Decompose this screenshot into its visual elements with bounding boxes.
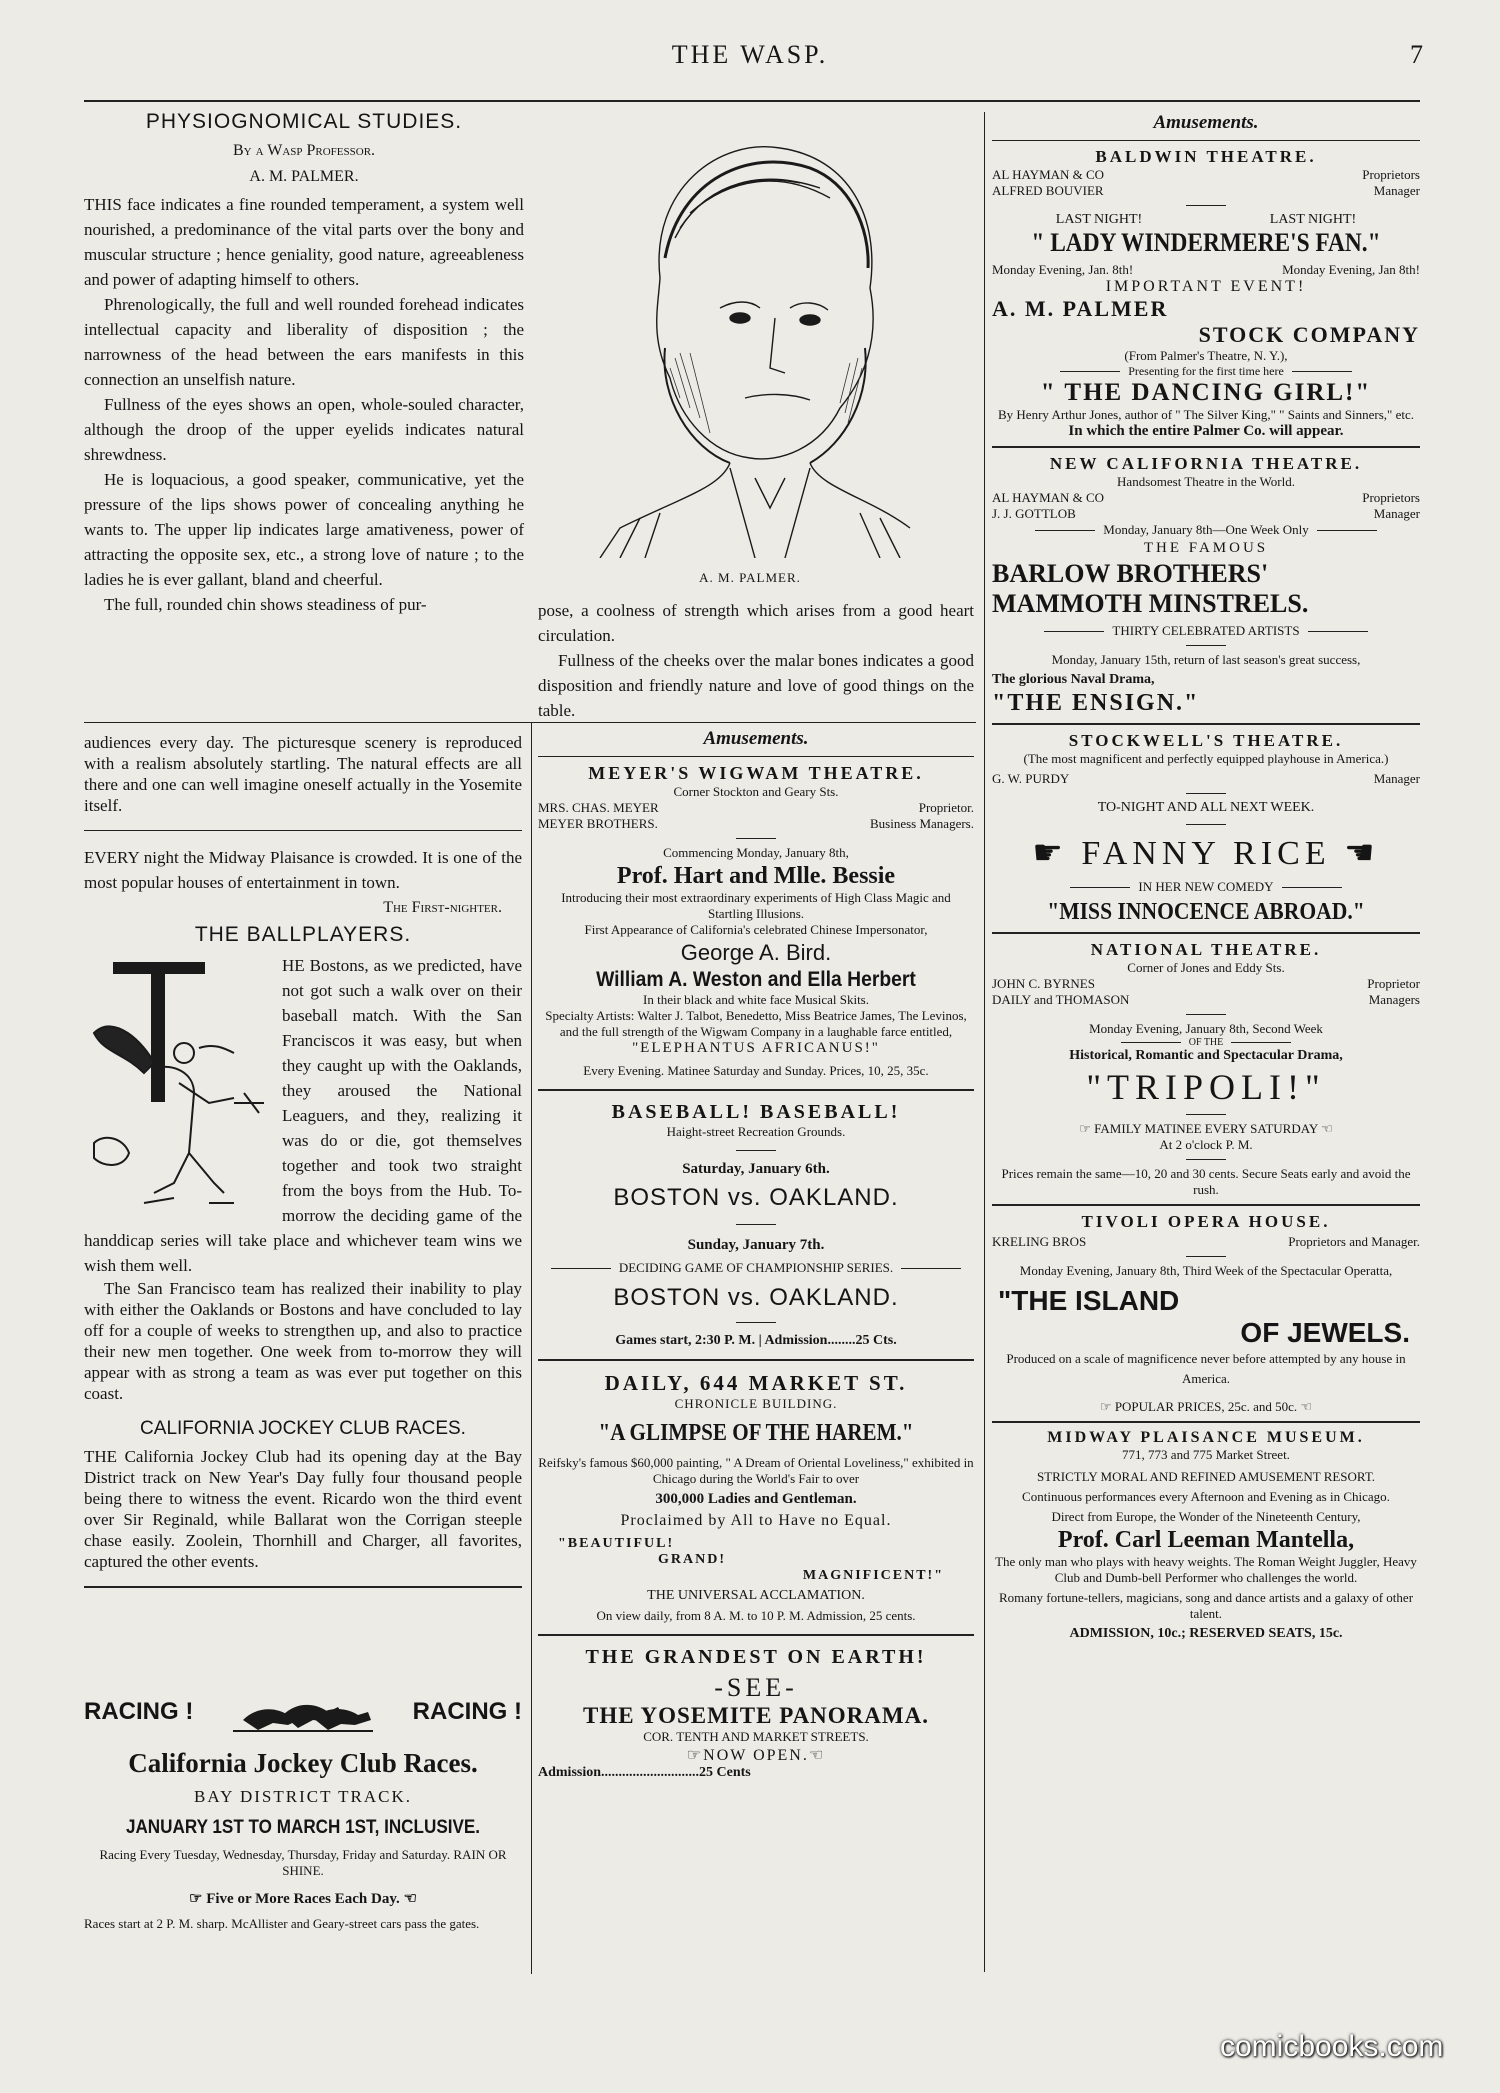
meyer-act2: George A. Bird. (680, 940, 832, 965)
divider (992, 140, 1420, 141)
yosemite-grandest: THE GRANDEST ON EARTH! (585, 1646, 927, 1668)
section-title: THE BALLPLAYERS. (194, 923, 412, 946)
tivoli-island1: "THE ISLAND (998, 1285, 1180, 1316)
lead-left: ALFRED BOUVIER (992, 183, 1104, 198)
tivoli-monday: Monday Evening, January 8th, Third Week of the Spectacular Operatta, (1019, 1263, 1393, 1278)
pointing-hand-icon: ☜ (1297, 1399, 1313, 1414)
short-rule (736, 1224, 776, 1225)
lead-left: KRELING BROS (992, 1234, 1087, 1249)
baseball-player-illustration (84, 953, 274, 1213)
national-matinee (992, 1121, 1420, 1137)
short-rule (736, 838, 776, 839)
harem-magnificent: MAGNIFICENT!" (802, 1568, 944, 1583)
racing-club: California Jockey Club Races. (128, 1748, 478, 1778)
tivoli-row (992, 1234, 1420, 1250)
divider (992, 723, 1420, 725)
lead-left: MRS. CHAS. MEYER (538, 800, 659, 815)
harem-building: CHRONICLE BUILDING. (674, 1396, 838, 1411)
physiognomy-continued (538, 598, 974, 723)
divider (538, 756, 974, 757)
divider (538, 1359, 974, 1361)
midway-desc: The only man who plays with heavy weights. The Roman Weight Juggler, Heavy Club and Dumb-bell Performer who challenges the world. (995, 1554, 1417, 1585)
pointing-hand-icon: ☜ (808, 1747, 826, 1764)
baseball-title: BASEBALL! BASEBALL! (611, 1101, 901, 1123)
deciding-text: DECIDING GAME OF CHAMPIONSHIP SERIES. (618, 1260, 894, 1275)
hand-left-icon: ☛ (1032, 835, 1082, 872)
baldwin-event: IMPORTANT EVENT! (1105, 278, 1307, 295)
baseball-sat: Saturday, January 6th. (682, 1161, 830, 1177)
national-drama: Historical, Romantic and Spectacular Drama, (1069, 1048, 1343, 1063)
article-subject: A. M. PALMER. (249, 168, 359, 185)
midway-title: MIDWAY PLAISANCE MUSEUM. (1047, 1429, 1365, 1446)
baldwin-by: By Henry Arthur Jones, author of " The Silver King," " Saints and Sinners," etc. (998, 407, 1414, 422)
short-rule (736, 1322, 776, 1323)
baldwin-title: BALDWIN THEATRE. (1095, 147, 1317, 166)
short-rule (1186, 1256, 1226, 1257)
racing-start: Races start at 2 P. M. sharp. McAllister and Geary-street cars pass the gates. (84, 1916, 480, 1931)
meyer-every-evening: Every Evening. Matinee Saturday and Sunday. Prices, 10, 25, 35c. (583, 1063, 929, 1078)
national-ofthe (992, 1037, 1420, 1048)
lead-left: MEYER BROTHERS. (538, 816, 658, 831)
lead-right: Proprietors (1362, 167, 1420, 182)
meyer-farce: "ELEPHANTUS AFRICANUS!" (632, 1040, 880, 1056)
baseball-sun: Sunday, January 7th. (687, 1237, 825, 1253)
paragraph: The full, rounded chin shows steadiness of pur- (104, 595, 427, 614)
monday-text: Monday, January 8th—One Week Only (1103, 522, 1309, 537)
divider (992, 932, 1420, 934)
amusements-header: Amusements. (703, 728, 809, 749)
national-at2: At 2 o'clock P. M. (1159, 1137, 1253, 1152)
tivoli-popular (992, 1399, 1420, 1415)
paragraph: THIS face indicates a fine rounded temperament, a system well nourished, a predominance of the vital parts over the bony and muscular structure ; hence geniality, good nature, agreeableness and power of adapting himself to others. (84, 195, 524, 289)
national-corner: Corner of Jones and Eddy Sts. (1127, 960, 1285, 975)
pointing-hand-icon: ☞ (189, 1891, 207, 1907)
midway-continuous: Continuous performances every Afternoon and Evening as in Chicago. (1022, 1489, 1390, 1504)
tivoli-produced: Produced on a scale of magnificence never before attempted by any house in America. (1006, 1351, 1406, 1386)
paragraph: THE California Jockey Club had its opening day at the Bay District track on New Year's Day fully four thousand people being there to witness the event. Ricardo won the third event over Sir Reginald, while Ballarat won the Corrigan steeple chase easily. Zoolein, Thornhill and Charger, all favorites, captured the other events. (84, 1447, 522, 1571)
baldwin-stock: STOCK COMPANY (1198, 322, 1420, 347)
lead-right: Proprietor. (918, 800, 974, 815)
divider (84, 1586, 522, 1588)
midway-prof: Prof. Carl Leeman Mantella, (1057, 1527, 1355, 1553)
harem-title: DAILY, 644 MARKET ST. (604, 1371, 908, 1395)
pointing-hand-icon: ☞ (1099, 1399, 1115, 1414)
california-monday (992, 522, 1420, 538)
article-byline: By a Wasp Professor. (232, 142, 376, 159)
paragraph: He is loquacious, a good speaker, communicative, yet the pressure of the lips shows power of concealing anything he wants to. The upper lip indicates large amativeness, power of attracting the opposite sex, etc., a strong love of nature ; to the ladies he is ever gallant, bland and cheerful. (84, 470, 524, 589)
paragraph: pose, a coolness of strength which arises from a good heart circulation. (538, 601, 974, 645)
lead-right: Business Managers. (870, 816, 974, 831)
racing-dates: JANUARY 1ST TO MARCH 1ST, INCLUSIVE. (125, 1817, 481, 1838)
baldwin-dancing: " THE DANCING GIRL!" (1040, 379, 1372, 406)
lead-right: Proprietors and Manager. (1288, 1234, 1420, 1249)
paragraph: Fullness of the cheeks over the malar bones indicates a good disposition and friendly nature and love of good things on the table. (538, 651, 974, 720)
right-ads-column (992, 112, 1420, 1642)
national-tripoli: "TRIPOLI!" (1086, 1067, 1326, 1107)
hand-right-icon: ☚ (1330, 835, 1380, 872)
meyer-act1: Prof. Hart and Mlle. Bessie (616, 863, 896, 889)
meyer-row (538, 816, 974, 832)
stockwell-tonight: TO-NIGHT AND ALL NEXT WEEK. (1097, 800, 1315, 815)
baseball-game2: BOSTON vs. OAKLAND. (613, 1284, 899, 1311)
midway-admission: ADMISSION, 10c.; RESERVED SEATS, 15c. (1069, 1626, 1343, 1641)
tivoli-island2: OF JEWELS. (1240, 1317, 1410, 1348)
baseball-grounds: Haight-street Recreation Grounds. (666, 1124, 846, 1139)
physiognomy-article (84, 110, 524, 617)
yosemite-see: -SEE- (714, 1673, 798, 1702)
divider (538, 1089, 974, 1091)
paragraph: Fullness of the eyes shows an open, whole-souled character, although the droop of the upper eyelids indicates natural shrewdness. (84, 395, 524, 464)
ofthe-text: OF THE (1188, 1037, 1224, 1048)
lead-left: AL HAYMAN & CO (992, 490, 1105, 505)
meyer-act3-desc: In their black and white face Musical Skits. (643, 992, 869, 1007)
lead-right: Manager (1373, 506, 1420, 521)
racing-races (84, 1889, 522, 1908)
baldwin-entire: In which the entire Palmer Co. will appear. (1068, 423, 1344, 439)
divider (992, 1421, 1420, 1423)
paragraph: The San Francisco team has realized their inability to play with either the Oaklands or Bostons and have concluded to lay off for a couple of weeks to strengthen up, and also to practice their new men together. One week from to-morrow they will appear with as strong a team as was ever put together on this coast. (84, 1279, 522, 1403)
divider (992, 446, 1420, 448)
stockwell-title: STOCKWELL'S THEATRE. (1068, 731, 1344, 750)
harem-glimpse: "A GLIMPSE OF THE HAREM." (598, 1420, 914, 1446)
divider (992, 1204, 1420, 1206)
meyer-title: MEYER'S WIGWAM THEATRE. (588, 763, 924, 783)
california-title: NEW CALIFORNIA THEATRE. (1049, 454, 1363, 473)
amusements-header: Amusements. (1153, 112, 1259, 133)
pointing-hand-icon: ☜ (1317, 1121, 1333, 1136)
monday-left: Monday Evening, Jan. 8th! (992, 262, 1134, 277)
baseball-games-start: Games start, 2:30 P. M. | Admission........25 Cts. (615, 1333, 897, 1348)
stockwell-miss: "MISS INNOCENCE ABROAD." (1047, 899, 1365, 925)
left-lower-column (84, 732, 522, 1588)
harem-count: 300,000 Ladies and Gentleman. (655, 1491, 857, 1507)
stockwell-desc: (The most magnificent and perfectly equipped playhouse in America.) (1023, 751, 1389, 766)
midway-romany: Romany fortune-tellers, magicians, song and dance artists and a galaxy of other talent. (998, 1590, 1414, 1621)
baseball-game1: BOSTON vs. OAKLAND. (613, 1184, 899, 1211)
harem-acclamation: THE UNIVERSAL ACCLAMATION. (647, 1588, 865, 1603)
harem-view: On view daily, from 8 A. M. to 10 P. M. Admission, 25 cents. (596, 1608, 916, 1623)
pointing-hand-icon: ☜ (399, 1891, 417, 1907)
short-rule (1186, 1159, 1226, 1160)
portrait-engraving (580, 118, 920, 558)
california-barlow: BARLOW BROTHERS' (992, 559, 1269, 588)
stockwell-comedy (992, 879, 1420, 895)
fanny-text: FANNY RICE (1081, 835, 1331, 872)
national-row (992, 976, 1420, 992)
stockwell-fanny (992, 833, 1420, 873)
racing-races-text: Five or More Races Each Day. (206, 1891, 400, 1907)
lead-right: Proprietors (1362, 490, 1420, 505)
monday-right: Monday Evening, Jan 8th! (1282, 262, 1420, 277)
short-rule (1186, 1014, 1226, 1015)
paragraph: EVERY night the Midway Plaisance is crowded. It is one of the most popular houses of entertainment in town. (84, 848, 522, 892)
midway-direct: Direct from Europe, the Wonder of the Nineteenth Century, (1051, 1509, 1361, 1524)
lead-right: Managers (1368, 992, 1420, 1007)
header-rule (84, 100, 1420, 102)
california-row (992, 490, 1420, 506)
yosemite-open-text: NOW OPEN. (703, 1747, 809, 1764)
lead-right: Proprietor (1367, 976, 1420, 991)
paragraph: Phrenologically, the full and well rounded forehead indicates intellectual capacity and liberality of disposition ; the narrowness of the head between the ears manifests in this connection an unselfish nature. (84, 295, 524, 389)
harem-beautiful: "BEAUTIFUL! (558, 1536, 675, 1551)
divider (84, 830, 522, 831)
lead-right: Manager (1373, 183, 1420, 198)
paragraph: HE Bostons, as we predicted, have not got such a walk over on their baseball match. With the San Franciscos it was easy, but when they caught up with the Oaklands, they aroused the National Leaguers, and they, realizing it was do or die, got themselves together and took two straight from the boys from the Hub. To-morrow the deciding game of the handdicap series will take place and whichever team wins we wish them well. (84, 956, 522, 1275)
last-night-left: LAST NIGHT! (1055, 212, 1143, 227)
middle-ads-column (538, 728, 974, 1781)
baldwin-last-night (992, 212, 1420, 228)
baldwin-play: " LADY WINDERMERE'S FAN." (1031, 228, 1381, 257)
baldwin-row (992, 183, 1420, 199)
meyer-row (538, 800, 974, 816)
national-monday: Monday Evening, January 8th, Second Week (1089, 1021, 1323, 1036)
california-handsomest: Handsomest Theatre in the World. (1117, 474, 1295, 489)
lead-right: Manager (1373, 771, 1420, 786)
baldwin-monday (992, 262, 1420, 278)
national-prices: Prices remain the same—10, 20 and 30 cents. Secure Seats early and avoid the rush. (1001, 1166, 1411, 1197)
short-rule (1186, 1114, 1226, 1115)
california-famous: THE FAMOUS (1143, 540, 1269, 556)
divider (538, 1634, 974, 1636)
racing-days: Racing Every Tuesday, Wednesday, Thursday, Friday and Saturday. RAIN OR SHINE. (99, 1847, 507, 1878)
article-title: PHYSIOGNOMICAL STUDIES. (145, 110, 463, 133)
meyer-act1-desc: Introducing their most extraordinary experiments of High Class Magic and Startling Illusions. (561, 890, 951, 921)
meyer-location: Corner Stockton and Geary Sts. (673, 784, 839, 799)
paragraph: audiences every day. The picturesque scenery is reproduced with a realism absolutely startling. The natural effects are all there and one can well imagine oneself actually in the Yosemite itself. (84, 733, 522, 815)
baldwin-presenting (992, 364, 1420, 379)
meyer-commencing: Commencing Monday, January 8th, (663, 845, 849, 860)
short-rule (1186, 793, 1226, 794)
section-title: CALIFORNIA JOCKEY CLUB RACES. (140, 1418, 466, 1439)
national-title: NATIONAL THEATRE. (1090, 940, 1322, 959)
portrait-illustration (580, 118, 920, 558)
racing-left-label: RACING ! (84, 1698, 194, 1725)
matinee-text: FAMILY MATINEE EVERY SATURDAY (1094, 1121, 1318, 1136)
meyer-act3: William A. Weston and Ella Herbert (596, 968, 916, 991)
california-ensign: "THE ENSIGN." (992, 690, 1200, 716)
comedy-text: IN HER NEW COMEDY (1138, 879, 1274, 894)
baldwin-from: (From Palmer's Theatre, N. Y.), (1124, 348, 1288, 363)
yosemite-panorama: THE YOSEMITE PANORAMA. (583, 1703, 929, 1728)
short-rule (1186, 824, 1226, 825)
yosemite-address: COR. TENTH AND MARKET STREETS. (643, 1729, 869, 1744)
california-naval: The glorious Naval Drama, (992, 672, 1155, 687)
lead-left: AL HAYMAN & CO (992, 167, 1105, 182)
meyer-first-appearance: First Appearance of California's celebrated Chinese Impersonator, (584, 922, 928, 937)
pointing-hand-icon: ☞ (1079, 1121, 1095, 1136)
california-row (992, 506, 1420, 522)
racing-right-label: RACING ! (412, 1698, 522, 1725)
baseball-deciding (538, 1260, 974, 1276)
watermark: comicbooks.com (1220, 2030, 1444, 2063)
portrait-caption: A. M. PALMER. (699, 570, 801, 585)
right-column-divider (984, 112, 985, 1972)
short-rule (736, 1150, 776, 1151)
pointing-hand-icon: ☞ (686, 1747, 704, 1764)
yosemite-admission: Admission............................25 Cents (538, 1765, 751, 1780)
racing-track: BAY DISTRICT TRACK. (194, 1787, 412, 1806)
stockwell-row (992, 771, 1420, 787)
national-row (992, 992, 1420, 1008)
tivoli-title: TIVOLI OPERA HOUSE. (1081, 1212, 1331, 1231)
california-thirty (992, 623, 1420, 639)
baldwin-palmer: A. M. PALMER (992, 296, 1169, 321)
popular-text: POPULAR PRICES, 25c. and 50c. (1114, 1399, 1298, 1414)
racing-ad (84, 1690, 522, 1932)
thirty-text: THIRTY CELEBRATED ARTISTS (1112, 623, 1300, 638)
presenting-text: Presenting for the first time here (1128, 364, 1284, 378)
harem-desc: Reifsky's famous $60,000 painting, " A Dream of Oriental Loveliness," exhibited in Chicago during the World's Fair to over (538, 1455, 974, 1486)
short-rule (1186, 205, 1226, 206)
harem-proclaimed: Proclaimed by All to Have no Equal. (620, 1512, 892, 1529)
lead-left: JOHN C. BYRNES (992, 976, 1095, 991)
california-mammoth: MAMMOTH MINSTRELS. (992, 589, 1309, 618)
harem-grand: GRAND! (658, 1552, 726, 1567)
lead-left: DAILY and THOMASON (992, 992, 1130, 1007)
signature: The First-nighter. (383, 899, 502, 916)
midway-address: 771, 773 and 775 Market Street. (1122, 1447, 1290, 1462)
california-jan15: Monday, January 15th, return of last season's great success, (1051, 652, 1361, 667)
lead-left: J. J. GOTTLOB (992, 506, 1076, 521)
meyer-specialty: Specialty Artists: Walter J. Talbot, Benedetto, Miss Beatrice James, The Levinos, and the full strength of the Wigwam Company in a laughable farce entitled, (545, 1008, 967, 1039)
last-night-right: LAST NIGHT! (1269, 212, 1357, 227)
page-number: 7 (1410, 40, 1423, 69)
short-rule (1186, 645, 1226, 646)
horse-race-icon (233, 1690, 373, 1734)
yosemite-open (538, 1745, 974, 1765)
middle-column-divider (531, 722, 532, 1974)
baldwin-row (992, 167, 1420, 183)
masthead-title: THE WASP. (671, 40, 829, 69)
lead-left: G. W. PURDY (992, 771, 1070, 786)
midway-moral: STRICTLY MORAL AND REFINED AMUSEMENT RESORT. (1036, 1469, 1376, 1484)
